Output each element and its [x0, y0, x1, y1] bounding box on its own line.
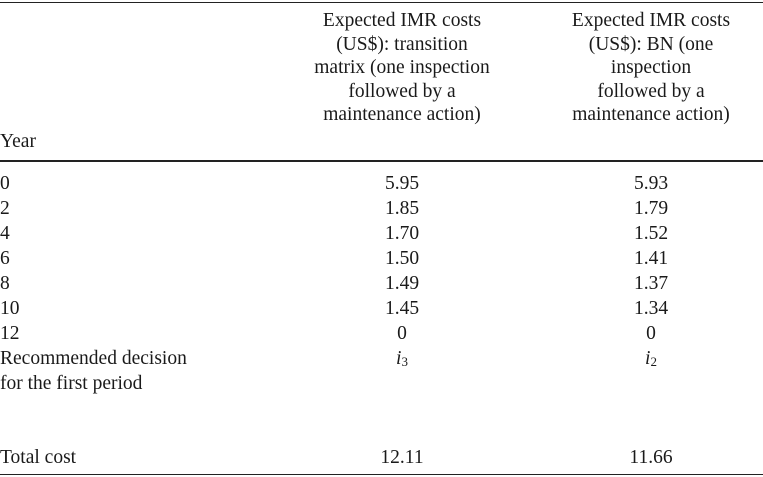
row-year: 0	[0, 173, 10, 194]
row-tm-cost: 1.45	[384, 298, 420, 319]
header-col2-line: matrix (one inspection	[314, 57, 490, 78]
header-col3-line: Expected IMR costs	[571, 10, 731, 31]
row-tm-cost: 0	[397, 323, 407, 344]
decision-tm	[282, 347, 522, 372]
row-tm-cost: 1.49	[384, 273, 420, 294]
decision-label-line: Recommended decision	[0, 348, 187, 369]
header-rule	[0, 160, 763, 162]
total-tm: 12.11	[380, 447, 424, 468]
header-col2-line: followed by a	[348, 80, 456, 102]
row-year: 8	[0, 273, 10, 294]
header-col3-line: followed by a	[597, 80, 705, 102]
row-tm-cost: 1.70	[384, 223, 420, 244]
row-bn-cost: 1.41	[633, 248, 669, 269]
decision-bn-sub: 2	[650, 354, 657, 369]
decision-tm-sub: 3	[401, 354, 408, 369]
decision-tm-var: i	[396, 348, 402, 369]
row-tm-cost: 1.50	[384, 248, 420, 269]
header-col2-line: Expected IMR costs	[322, 10, 482, 31]
header-col3-line: (US$): BN (one	[588, 33, 714, 55]
header-col3-line: maintenance action)	[572, 104, 730, 125]
row-bn-cost: 1.37	[633, 273, 669, 294]
decision-bn	[540, 347, 762, 372]
row-year: 10	[0, 298, 20, 319]
header-col2-line: (US$): transition	[336, 33, 468, 55]
row-bn-cost: 5.93	[633, 173, 669, 194]
row-bn-cost: 1.34	[633, 298, 669, 319]
row-bn-cost: 1.52	[633, 223, 669, 244]
header-year: Year	[0, 131, 36, 152]
row-bn-cost: 0	[646, 323, 656, 344]
row-year: 4	[0, 223, 10, 244]
header-col3-line: inspection	[610, 57, 692, 78]
row-year: 2	[0, 198, 10, 219]
decision-bn-var: i	[645, 348, 651, 369]
row-year: 6	[0, 248, 10, 269]
row-tm-cost: 5.95	[384, 173, 420, 194]
table-top-rule	[0, 2, 763, 3]
row-tm-cost: 1.85	[384, 198, 420, 219]
header-bn	[540, 9, 762, 127]
total-label: Total cost	[0, 447, 77, 468]
header-transition-matrix	[282, 9, 522, 127]
row-year: 12	[0, 323, 20, 344]
total-bn: 11.66	[629, 447, 673, 468]
header-col2-line: maintenance action)	[323, 104, 481, 125]
row-bn-cost: 1.79	[633, 198, 669, 219]
table-bottom-rule	[0, 474, 763, 475]
decision-label-line: for the first period	[0, 373, 143, 394]
